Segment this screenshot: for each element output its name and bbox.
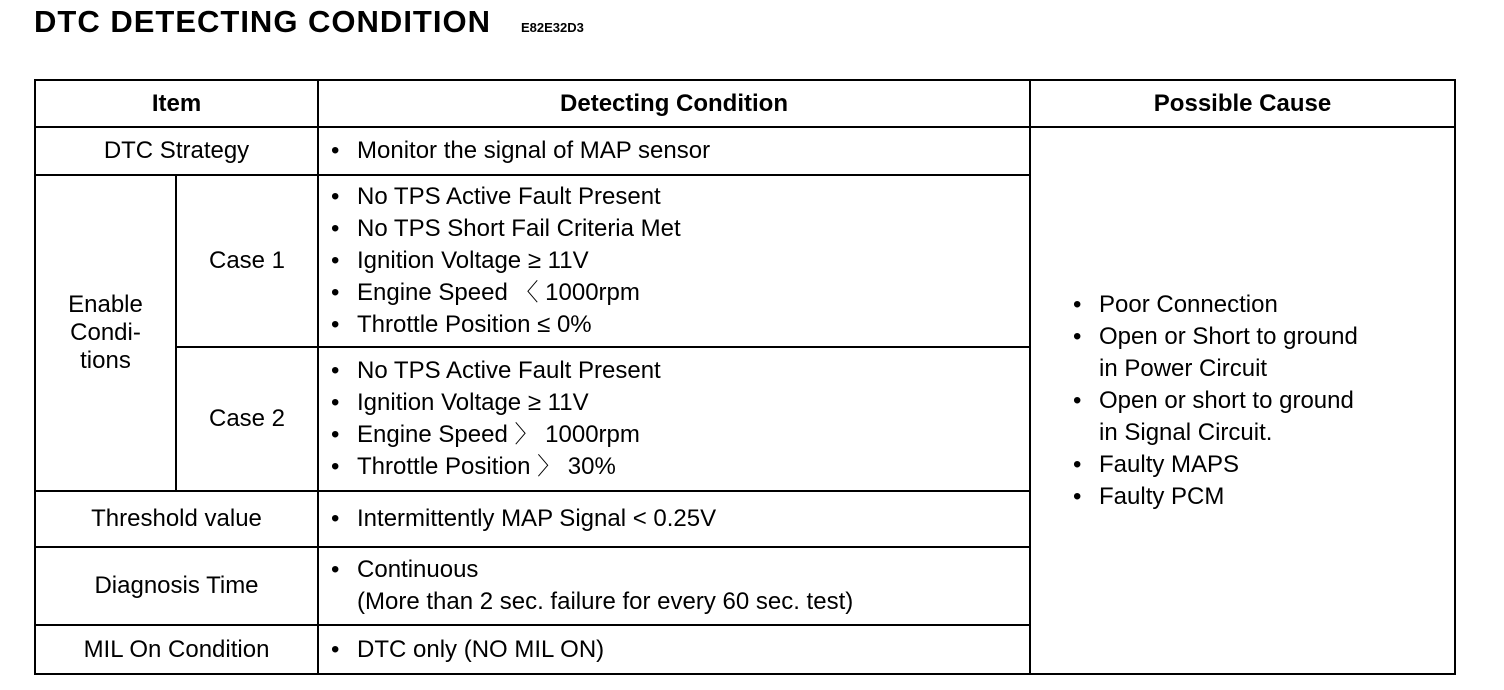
header-detecting-condition: Detecting Condition: [318, 80, 1030, 127]
condition-item: • No TPS Short Fail Criteria Met: [357, 213, 1029, 245]
condition-item: • Throttle Position 〉 30%: [357, 451, 1029, 483]
conditions-mil-on: [318, 625, 1030, 674]
page-title: DTC DETECTING CONDITION: [34, 4, 491, 39]
conditions-threshold: [318, 491, 1030, 547]
label-case1: Case 1: [176, 175, 318, 347]
cause-item: • Faulty PCM: [1099, 481, 1454, 513]
condition-line: • Continuous: [357, 556, 479, 583]
condition-item: • Intermittently MAP Signal < 0.25V: [357, 503, 1029, 535]
condition-item: • Ignition Voltage ≥ 11V: [357, 245, 1029, 277]
conditions-case1: [318, 175, 1030, 347]
condition-item: • No TPS Active Fault Present: [357, 181, 1029, 213]
label-line: tions: [80, 347, 131, 374]
dtc-condition-table: [34, 79, 1456, 675]
conditions-diagnosis-time: [318, 547, 1030, 625]
header-item: Item: [35, 80, 318, 127]
conditions-case2: [318, 347, 1030, 491]
label-case2: Case 2: [176, 347, 318, 491]
condition-item: • Monitor the signal of MAP sensor: [357, 135, 1029, 167]
conditions-dtc-strategy: [318, 127, 1030, 175]
label-line: Enable: [68, 291, 143, 318]
document-code: E82E32D3: [521, 20, 584, 35]
condition-item: • No TPS Active Fault Present: [357, 355, 1029, 387]
label-dtc-strategy: DTC Strategy: [35, 127, 318, 175]
cause-line: • Open or Short to ground: [1099, 322, 1358, 350]
cause-line: in Signal Circuit.: [1099, 418, 1273, 446]
label-enable-conditions: [35, 175, 176, 491]
cause-line: • Open or short to ground: [1099, 386, 1354, 414]
cause-item: • Poor Connection: [1099, 289, 1454, 321]
condition-item: • Ignition Voltage ≥ 11V: [357, 387, 1029, 419]
condition-note: (More than 2 sec. failure for every 60 sec. test): [357, 588, 854, 615]
page-heading: [34, 4, 584, 40]
condition-item: • Throttle Position ≤ 0%: [357, 309, 1029, 341]
header-row: [35, 80, 1455, 127]
label-line: Condi-: [70, 319, 141, 346]
header-possible-cause: Possible Cause: [1030, 80, 1455, 127]
cause-line: in Power Circuit: [1099, 354, 1268, 382]
row-dtc-strategy: [35, 127, 1455, 175]
condition-item: • DTC only (NO MIL ON): [357, 634, 1029, 666]
cause-item: • Faulty MAPS: [1099, 449, 1454, 481]
label-diagnosis-time: Diagnosis Time: [35, 547, 318, 625]
possible-cause-cell: [1030, 127, 1455, 674]
cause-item: [1099, 321, 1454, 385]
label-threshold: Threshold value: [35, 491, 318, 547]
condition-item: • Engine Speed 〈 1000rpm: [357, 277, 1029, 309]
cause-item: [1099, 385, 1454, 449]
condition-item: • Engine Speed 〉 1000rpm: [357, 419, 1029, 451]
condition-item: [357, 554, 1029, 618]
label-mil-on: MIL On Condition: [35, 625, 318, 674]
